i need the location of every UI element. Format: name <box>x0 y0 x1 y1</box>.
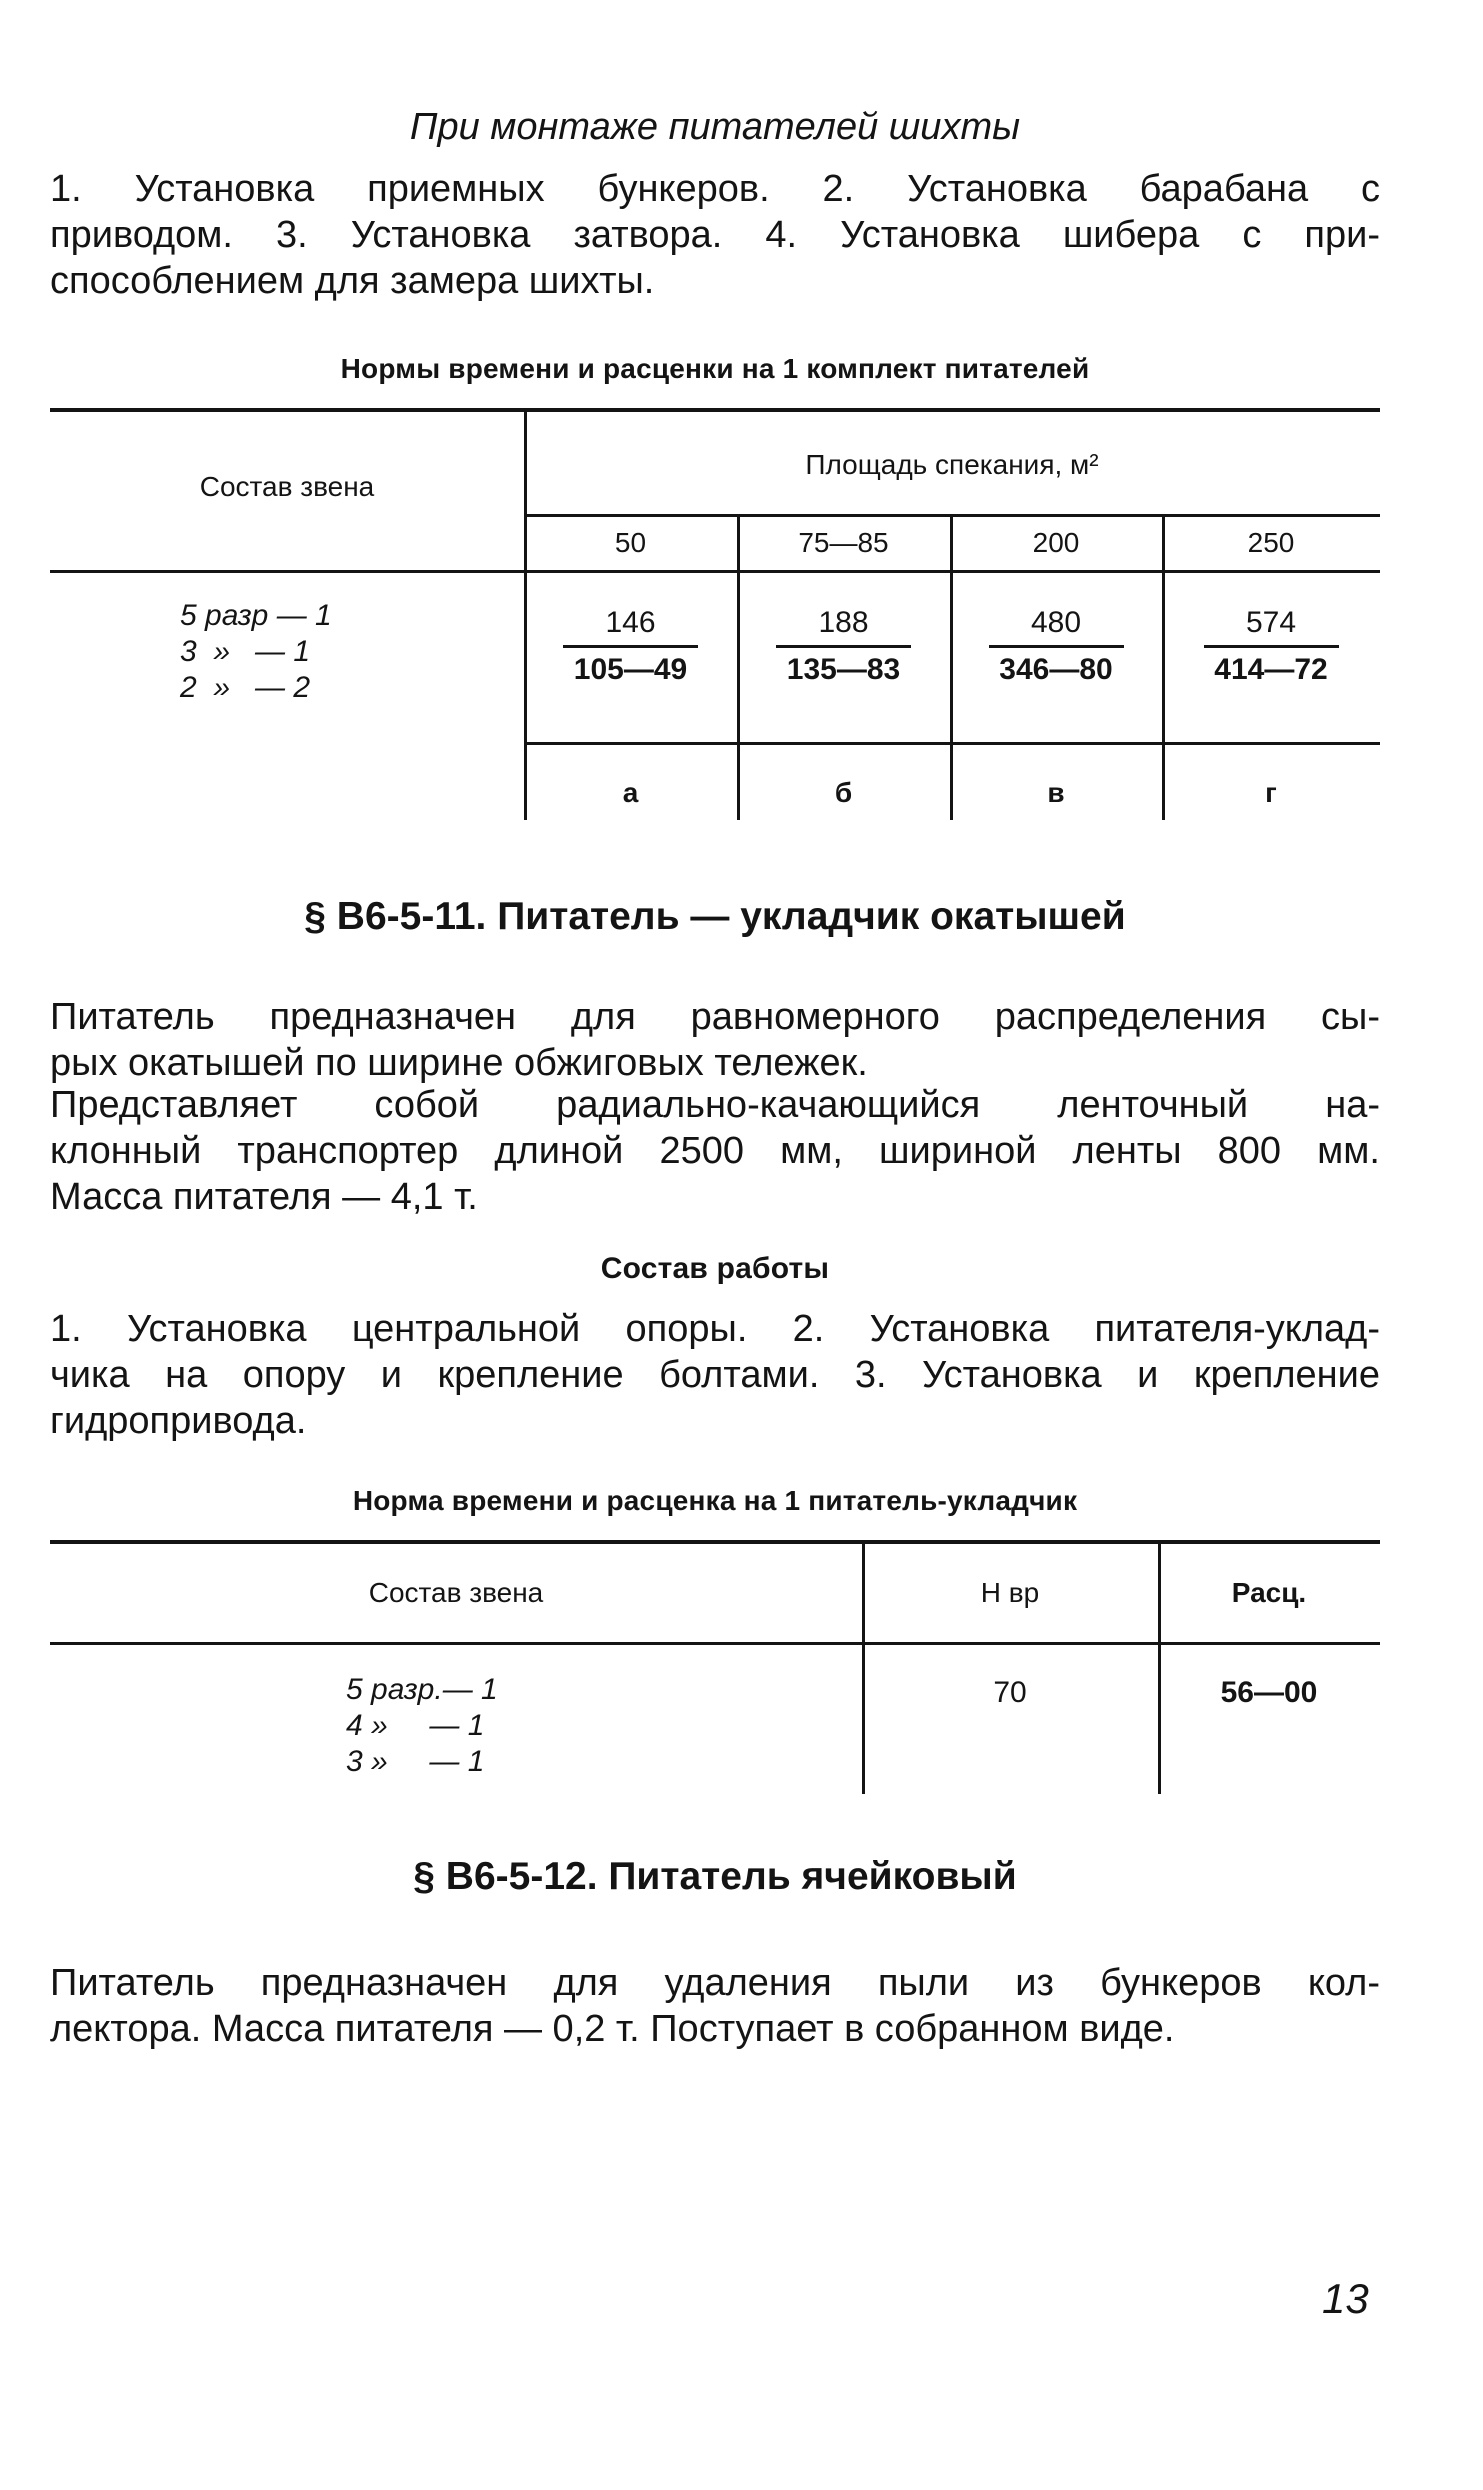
table1-area-250: 250 <box>1247 527 1295 558</box>
mounting-line: способлением для замера шихты. <box>50 260 655 302</box>
table1-area-200: 200 <box>1032 527 1080 558</box>
table2-norm-value: 70 <box>993 1676 1027 1709</box>
table1-value-v <box>950 605 1162 688</box>
table2-rate-header: Расц. <box>1231 1577 1307 1608</box>
table1-value-g <box>1162 605 1380 688</box>
table2-header-bottom-rule <box>50 1642 1380 1645</box>
section-11-paragraph-2 <box>50 1082 1380 1220</box>
norm-value: 574 <box>1245 606 1297 639</box>
table1-column-letter: б <box>834 777 853 808</box>
table1-area-50: 50 <box>614 527 647 558</box>
table1-column-letter: а <box>622 777 639 808</box>
rate-value: 135—83 <box>786 653 901 686</box>
rate-value: 105—49 <box>573 653 688 686</box>
paragraph-line: гидропривода. <box>50 1400 307 1442</box>
table2-rate-value: 56—00 <box>1220 1676 1318 1709</box>
table2-crew-row: 5 разр.— 1 <box>346 1673 498 1706</box>
table1-column-letter: г <box>1265 777 1277 808</box>
table2-norm-header: Н вр <box>980 1577 1040 1608</box>
table1-crew-header: Состав звена <box>199 471 375 502</box>
section-11-title: § В6-5-11. Питатель — укладчик окатышей <box>304 895 1126 938</box>
table1-column-letter: в <box>1047 777 1065 808</box>
mounting-heading: При монтаже питателей шихты <box>409 106 1021 148</box>
paragraph-line: рых окатышей по ширине обжиговых тележек. <box>50 1042 868 1084</box>
rate-value: 414—72 <box>1214 653 1328 686</box>
paragraph-line: Питатель предназначен для удаления пыли из бункеров кол- <box>50 1962 1380 2004</box>
paragraph-line: Питатель предназначен для равномерного распределения сы- <box>50 996 1380 1038</box>
table1-area-75-85: 75—85 <box>798 527 889 558</box>
table1-crew-list <box>180 598 332 706</box>
section-12-title: § В6-5-12. Питатель ячейковый <box>413 1855 1017 1898</box>
table2-caption: Норма времени и расценка на 1 питатель-укладчик <box>352 1485 1078 1516</box>
mounting-paragraph <box>50 166 1380 304</box>
norm-value: 480 <box>1030 606 1082 639</box>
table1-header-bottom-rule <box>50 570 1380 573</box>
table1-area-header: Площадь спекания, м² <box>805 449 1099 480</box>
mounting-line: приводом. 3. Установка затвора. 4. Установка шибера с при- <box>50 214 1380 256</box>
norm-value: 188 <box>818 606 869 639</box>
paragraph-line: клонный транспортер длиной 2500 мм, шириной ленты 800 мм. <box>50 1130 1380 1172</box>
table2-crew-list <box>346 1672 498 1780</box>
page-number: 13 <box>1322 2275 1369 2322</box>
paragraph-line: 1. Установка центральной опоры. 2. Установка питателя-уклад- <box>50 1308 1380 1350</box>
table1-crew-row: 3 » — 1 <box>180 635 311 668</box>
work-composition-paragraph <box>50 1306 1380 1444</box>
table1-value-b <box>737 605 950 688</box>
rate-value: 346—80 <box>999 653 1113 686</box>
table2-crew-header: Состав звена <box>368 1577 544 1608</box>
table1-caption: Нормы времени и расценки на 1 комплект питателей <box>340 353 1090 384</box>
table1-top-rule <box>50 408 1380 412</box>
paragraph-line: Масса питателя — 4,1 т. <box>50 1176 478 1218</box>
table2-crew-row: 4 » — 1 <box>346 1709 485 1742</box>
section-12-paragraph <box>50 1960 1380 2052</box>
norm-value: 146 <box>605 606 656 639</box>
paragraph-line: Представляет собой радиально-качающийся ленточный на- <box>50 1084 1380 1126</box>
paragraph-line: чика на опору и крепление болтами. 3. Установка и крепление <box>50 1354 1380 1396</box>
section-11-paragraph-1 <box>50 994 1380 1086</box>
table1-crew-row: 5 разр — 1 <box>180 599 332 632</box>
table1-crew-row: 2 » — 2 <box>180 671 311 704</box>
table1-value-a <box>524 605 737 688</box>
paragraph-line: лектора. Масса питателя — 0,2 т. Поступает в собранном виде. <box>50 2008 1175 2050</box>
mounting-line: 1. Установка приемных бункеров. 2. Установка барабана с <box>50 168 1380 210</box>
work-composition-heading: Состав работы <box>600 1252 830 1285</box>
table2-top-rule <box>50 1540 1380 1544</box>
table2-crew-row: 3 » — 1 <box>346 1745 485 1778</box>
